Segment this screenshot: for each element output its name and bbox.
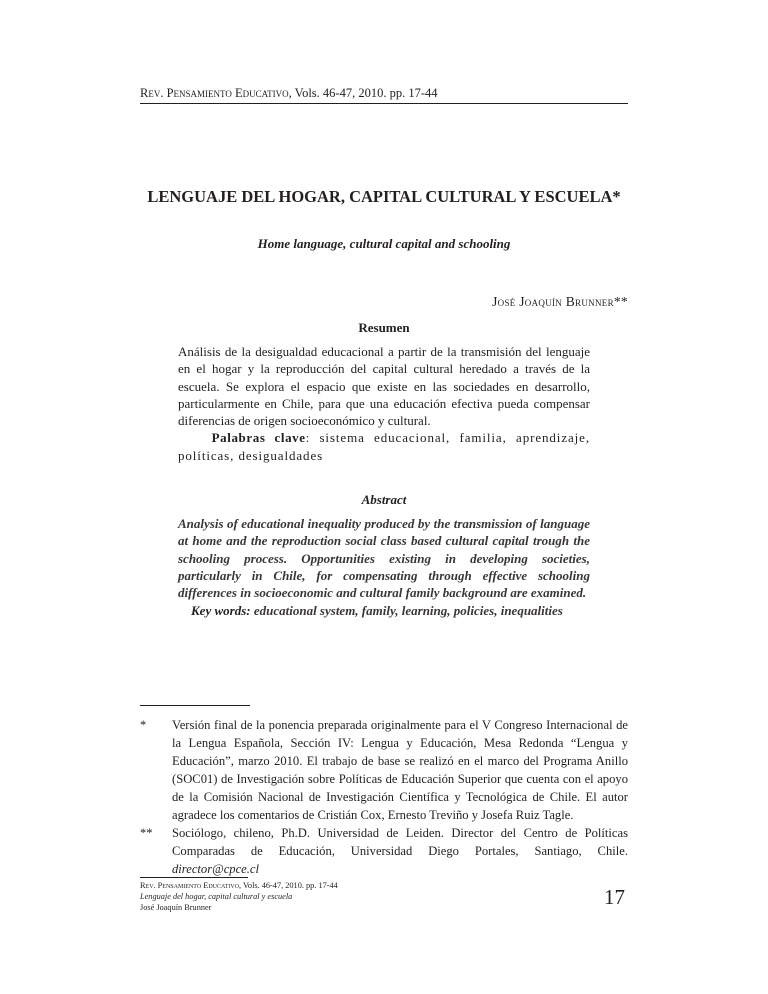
journal-name: Rev. Pensamiento Educativo bbox=[140, 86, 289, 100]
summary-section bbox=[0, 320, 768, 619]
footnote-2 bbox=[140, 824, 628, 878]
abstract-text: Analysis of educational inequality produced by the transmission of language at home and the reproduction social class based cultural capital trough the schooling process. Opportunities existing in developing societies, particularly in Chile, for compensating through effective schooling differences in socioeconomic and cultural family background are examined. bbox=[178, 516, 590, 601]
footer-article: Lenguaje del hogar, capital cultural y escuela bbox=[140, 892, 293, 901]
journal-details: , Vols. 46-47, 2010. pp. 17-44 bbox=[288, 86, 438, 100]
footnote-mark: * bbox=[140, 718, 147, 732]
page-number: 17 bbox=[604, 885, 625, 909]
article-subtitle: Home language, cultural capital and schooling bbox=[257, 236, 511, 251]
resumen-body bbox=[178, 343, 590, 464]
abstract-body bbox=[178, 515, 590, 619]
footnote-mark: ** bbox=[140, 826, 153, 840]
running-head bbox=[140, 86, 438, 101]
footnote-text: Versión final de la ponencia preparada originalmente para el V Congreso Internacional de la Lengua Española, Sección IV: Lengua y Educación, Mesa Redonda “Lengua y Educación”, marzo 2010. El trabajo de base se realizó en el marco del Programa Anillo (SOC01) de Investigación sobre Políticas de Educación Superior que cuenta con el apoyo de la Comisión Nacional de Investigación Científica y Tecnológica de Chile. El autor agradece los comentarios de Cristián Cox, Ernesto Treviño y Josefa Ruiz Tagle. bbox=[172, 718, 628, 822]
footer-details: , Vols. 46-47, 2010. pp. 17-44 bbox=[239, 881, 338, 890]
footnote-1 bbox=[140, 716, 628, 824]
header-rule bbox=[140, 103, 628, 104]
key-words: educational system, family, learning, policies, inequalities bbox=[250, 602, 563, 618]
footnote-text: Sociólogo, chileno, Ph.D. Universidad de Leiden. Director del Centro de Políticas Comparadas de Educación, Universidad Diego Portales, Santiago, Chile. bbox=[172, 826, 628, 858]
page-footer bbox=[140, 880, 338, 913]
footnote-rule bbox=[140, 705, 250, 706]
article-title: LENGUAJE DEL HOGAR, CAPITAL CULTURAL Y ESCUELA* bbox=[147, 187, 621, 206]
key-words-label: Key words: bbox=[191, 602, 251, 618]
footer-author: José Joaquín Brunner bbox=[140, 903, 212, 912]
author-name: José Joaquín Brunner** bbox=[492, 294, 628, 309]
footer-rule bbox=[140, 877, 248, 878]
resumen-heading: Resumen bbox=[358, 320, 410, 335]
author-email[interactable]: director@cpce.cl bbox=[172, 862, 259, 876]
resumen-text: Análisis de la desigualdad educacional a partir de la transmisión del lenguaje en el hogar y la reproducción del capital cultural heredado a través de la escuela. Se explora el espacio que existe en las sociedades en desarrollo, particularmente en Chile, para que una educación efectiva pueda compensar diferencias de origen socioeconómico y cultural. bbox=[178, 344, 590, 429]
footnotes bbox=[140, 716, 628, 878]
keywords: : sistema educacional, familia, aprendizaje, políticas, desigualdades bbox=[178, 430, 590, 463]
keywords-label: Palabras clave bbox=[211, 430, 306, 446]
footer-journal: Rev. Pensamiento Educativo bbox=[140, 881, 239, 890]
abstract-heading: Abstract bbox=[361, 492, 407, 508]
